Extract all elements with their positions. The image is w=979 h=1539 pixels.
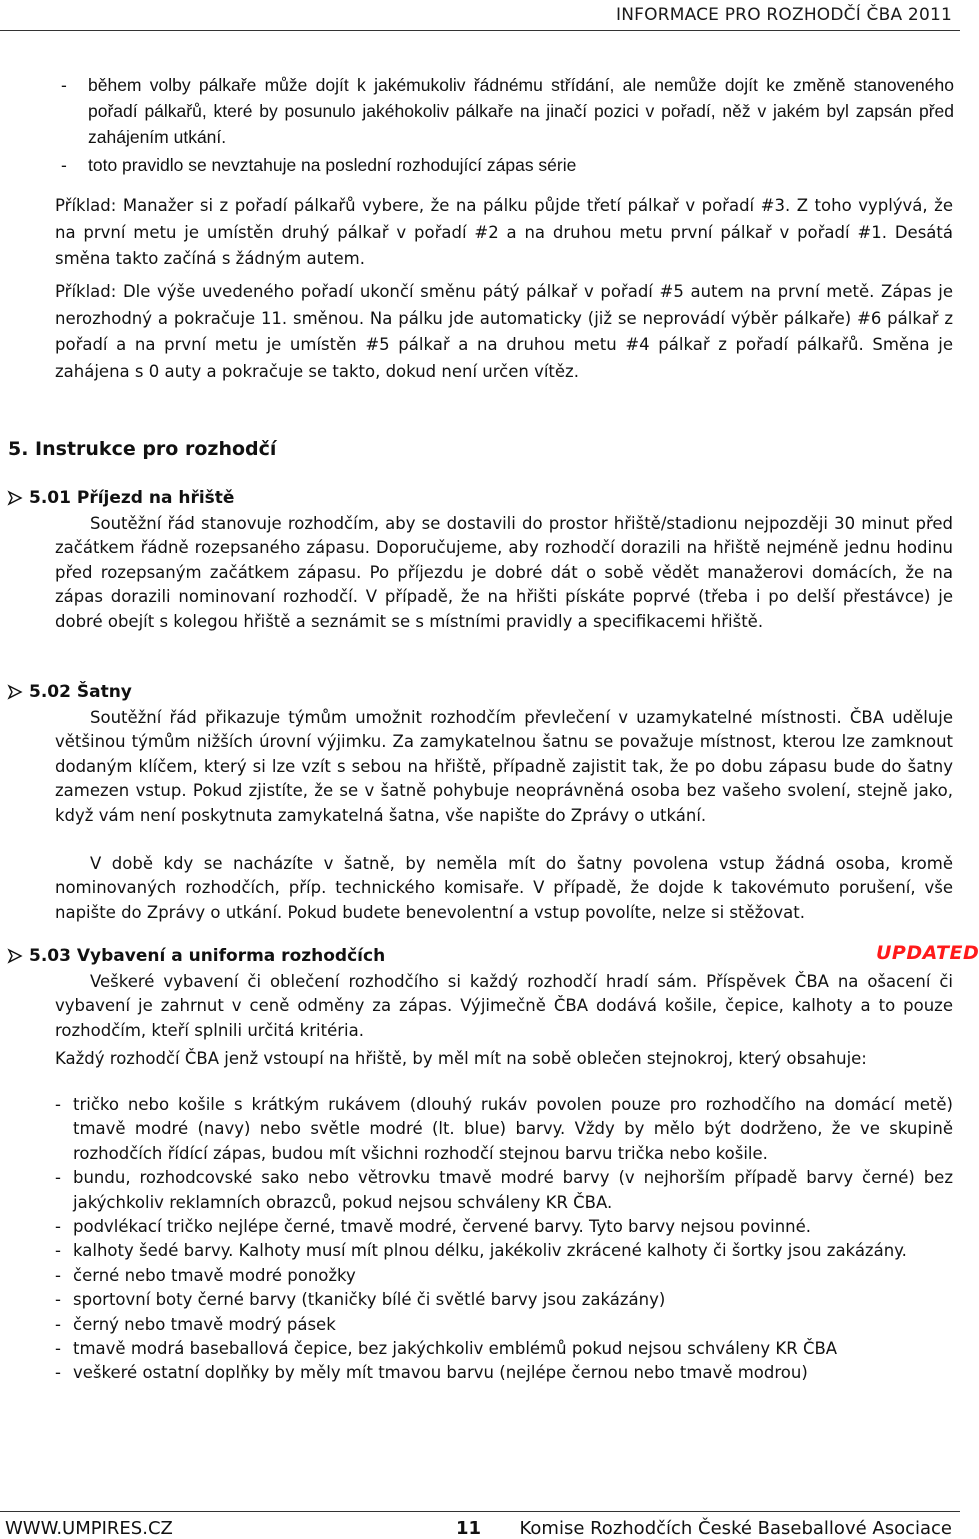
body-paragraph: Soutěžní řád stanovuje rozhodčím, aby se dostavili do prostor hřiště/stadionu nejpozději 30 minut před začátkem řádně rozepsaného zápasu. Doporučujeme, aby rozhodčí dorazili na hřiště nejméně jednu hodinu před rozepsaným začátkem zápasu. Po příjezdu je dobré dát o sobě vědět manažerovi domácích, že na zápas dorazili nominovaní rozhodčí. V případě, že na hřišti pískáte poprvé (třeba i po delší přestávce) je dobré obejít s kolegou hřiště a seznámit se s místními pravidly a specifikacemi hřiště. [55,514,953,631]
body-paragraph: Soutěžní řád přikazuje týmům umožnit rozhodčím převlečení v uzamykatelné místnosti. ČBA uděluje většinou týmům nižších úrovní výjimku. Za zamykatelnou šatnu se považuje místnost, kterou lze zamknout dodaným klíčem, který si lze vzít s sebou na hřiště, případně zajistit tak, že po dobu zápasu bude do šatny zamezen vstup. Pokud zjistíte, že se v šatně pohybuje neoprávněná osoba bez vašeho svolení, stejně jako, když vám není poskytnuta zamykatelná šatna, vše napište do Zprávy o utkání. [55,708,953,825]
list-item: - sportovní boty černé barvy (tkaničky bílé či světlé barvy jsou zakázány) [55,1290,666,1310]
list-item: - černé nebo tmavě modré ponožky [55,1265,356,1285]
footer-organization: Komise Rozhodčích České Baseballové Asociace [519,1518,952,1539]
list-item: - během volby pálkaře může dojít k jakémukoliv řádnému střídání, ale nemůže dojít ke změně stanoveného pořadí pálkařů, které by posunulo jakéhokoliv pálkaře na jinačí pozici v pořadí, něž v jakém byl zapsán před zahájením utkání. [61,75,954,147]
example-paragraph: Příklad: Dle výše uvedeného pořadí ukončí směnu pátý pálkař v pořadí #5 autem na první metě. Zápas je nerozhodný a pokračuje 11. směnou. Na pálku jde automaticky (již se neprovádí výběr pálkaře) #6 pálkař z pořadí a na první metu je umístěn #5 pálkař a na druhou metu #4 pálkař z pořadí pálkařů. Směna je zahájena s 0 auty a pokračuje se takto, dokud není určen vítěz. [55,282,953,381]
list-item: - veškeré ostatní doplňky by měly mít tmavou barvu (nejlépe černou nebo tmavě modrou) [55,1363,808,1383]
top-list [61,72,954,178]
body-paragraph: Veškeré vybavení či oblečení rozhodčího si každý rozhodčí hradí sám. Příspěvek ČBA na ošacení či vybavení je zahrnut v ceně odměny za zápas. Výjimečně ČBA dodává košile, čepice, kalhoty a to pouze rozhodčím, kteří splnili určitá kritéria. [55,972,953,1040]
header-rule [0,30,960,31]
arrowhead-bullet-icon [8,491,22,505]
example-paragraph: Příklad: Manažer si z pořadí pálkařů vybere, že na pálku půjde třetí pálkař v pořadí #3. Z toho vyplývá, že na první metu je umístěn druhý pálkař v pořadí #2 a na druhou metu první pálkař v pořadí #1. Desátá směna takto začíná s žádným autem. [55,196,953,268]
footer-rule [0,1511,960,1512]
subsection-heading: 5.03 Vybavení a uniforma rozhodčích [8,946,385,966]
footer-website-link[interactable]: WWW.UMPIRES.CZ [5,1518,173,1539]
arrowhead-bullet-icon [8,949,22,963]
list-item: - toto pravidlo se nevztahuje na poslední rozhodující zápas série [61,155,577,175]
subsection-heading: 5.01 Příjezd na hřiště [8,488,234,508]
page-number: 11 [456,1518,482,1539]
list-item: - podvlékací tričko nejlépe černé, tmavě modré, červené barvy. Tyto barvy nejsou povinné. [55,1217,812,1237]
updated-badge: UPDATED [876,942,979,964]
list-item: - tmavě modrá baseballová čepice, bez jakýchkoliv emblémů pokud nejsou schváleny KR ČBA [55,1339,838,1359]
section-heading: 5. Instrukce pro rozhodčí [8,438,277,460]
list-item: - kalhoty šedé barvy. Kalhoty musí mít plnou délku, jakékoliv zkrácené kalhoty či šortky jsou zakázány. [55,1241,907,1261]
footer [0,1518,960,1539]
list-item: - černý nebo tmavě modrý pásek [55,1314,336,1334]
running-header: INFORMACE PRO ROZHODČÍ ČBA 2011 [616,5,952,25]
list-item: - bundu, rozhodcovské sako nebo větrovku tmavě modré barvy (v nejhorším případě barvy černé) bez jakýchkoliv reklamních obrazců, pokud nejsou schváleny KR ČBA. [55,1168,953,1212]
body-paragraph: Každý rozhodčí ČBA jenž vstoupí na hřiště, by měl mít na sobě oblečen stejnokroj, který obsahuje: [55,1049,867,1068]
list-item: - tričko nebo košile s krátkým rukávem (dlouhý rukáv povolen pouze pro rozhodčího na domácí metě) tmavě modré (navy) nebo světle modré (lt. blue) barvy. Vždy by mělo být dodrženo, že ve skupině rozhodčích řídící zápas, budou mít všichni rozhodčí stejnou barvu trička nebo košile. [55,1095,953,1163]
subsection-heading: 5.02 Šatny [8,682,132,702]
body-paragraph: V době kdy se nacházíte v šatně, by neměla mít do šatny povolena vstup žádná osoba, kromě nominovaných rozhodčích, příp. technického komisaře. V případě, že dojde k takovémuto porušení, vše napište do Zprávy o utkání. Pokud budete benevolentní a vstup povolíte, nelze si stěžovat. [55,854,953,922]
uniform-list [55,1093,953,1386]
arrowhead-bullet-icon [8,685,22,699]
